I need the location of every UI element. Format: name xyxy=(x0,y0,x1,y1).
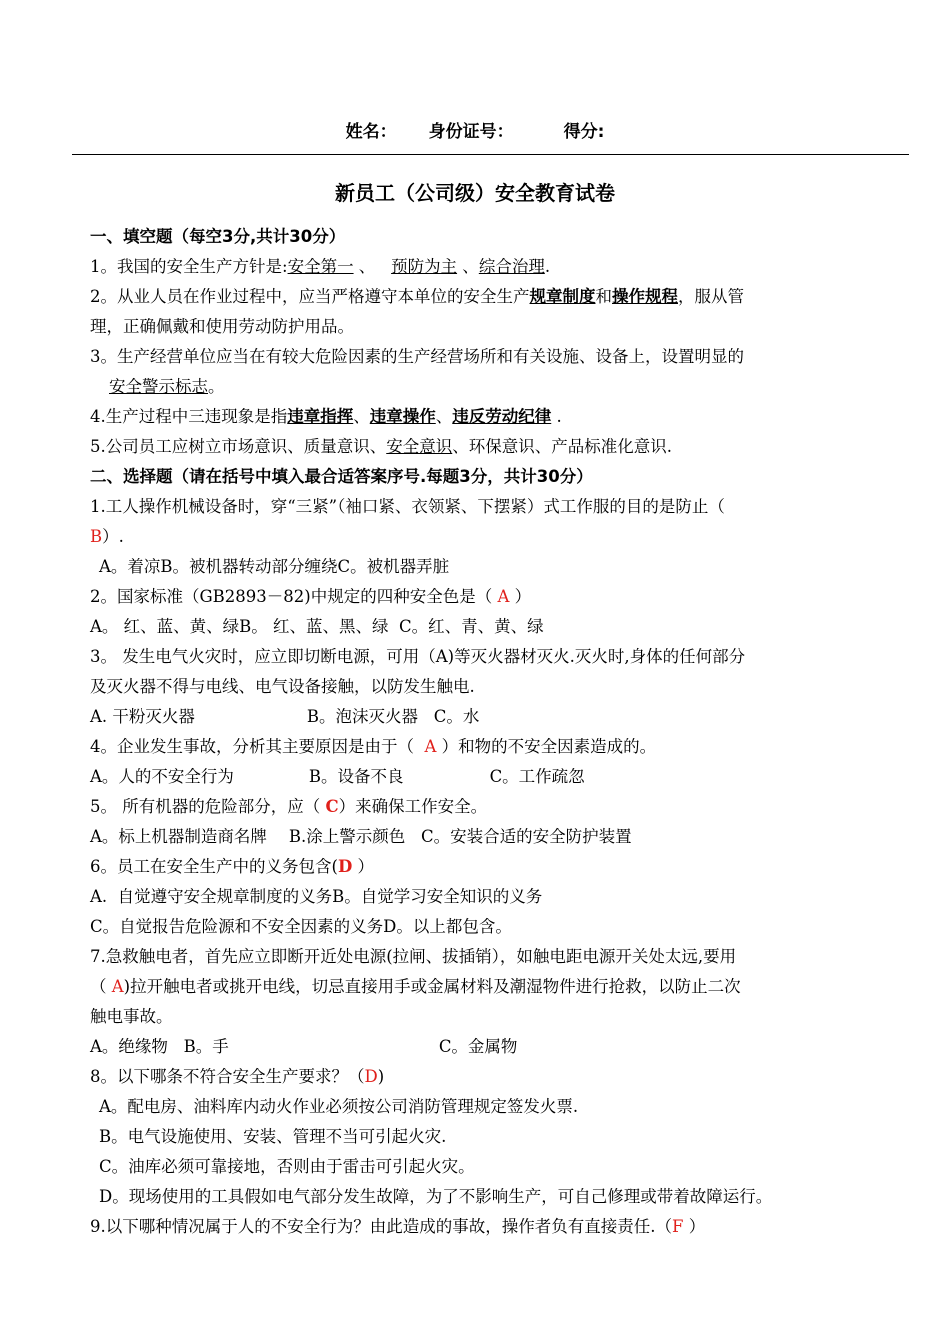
s2-q8-option-c: C。油库必须可靠接地，否则由于雷击可引起火灾。 xyxy=(99,1157,475,1176)
s2-q3-line2: 及灭火器不得与电线、电气设备接触，以防发生触电. xyxy=(90,677,475,696)
answer: A xyxy=(424,737,437,756)
s2-q1: 1.工人操作机械设备时，穿“三紧”（袖口紧、衣领紧、下摆紧）式工作服的目的是防止（ xyxy=(90,497,725,516)
s2-q4: 4。企业发生事故，分析其主要原因是由于（ A ）和物的不安全因素造成的。 xyxy=(90,737,657,756)
answer: D xyxy=(364,1067,378,1086)
answer: C xyxy=(325,797,339,816)
s2-q7: 7.急救触电者，首先应立即断开近处电源(拉闸、拔插销），如触电距电源开关处太远,要用 xyxy=(90,947,737,966)
exam-body xyxy=(90,222,880,1242)
s1-q3-line2: 安全警示标志。 xyxy=(109,377,225,396)
s2-q3: 3。 发生电气火灾时，应立即切断电源，可用（A)等灭火器材灭火.灭火时,身体的任何部分 xyxy=(90,647,746,666)
s2-q2: 2。国家标准（GB2893－82)中规定的四种安全色是（ A ） xyxy=(90,587,532,606)
answer: 安全警示标志 xyxy=(109,377,208,396)
s1-q4: 4.生产过程中三违现象是指违章指挥、违章操作、违反劳动纪律 . xyxy=(90,407,562,426)
s2-q6-options2: C。自觉报告危险源和不安全因素的义务D。以上都包含。 xyxy=(90,917,512,936)
answer: D xyxy=(337,857,353,876)
answer: 违反劳动纪律 xyxy=(452,407,552,426)
s2-q5-options: A。标上机器制造商名牌 B.涂上警示颜色 C。安装合适的安全防护装置 xyxy=(90,827,632,846)
id-label: 身份证号： xyxy=(428,122,514,142)
s2-q8-option-d: D。现场使用的工具假如电气部分发生故障，为了不影响生产，可自己修理或带着故障运行。 xyxy=(99,1187,773,1206)
answer: A xyxy=(497,587,510,606)
s1-q3: 3。生产经营单位应当在有较大危险因素的生产经营场所和有关设施、设备上，设置明显的 xyxy=(90,347,744,366)
s2-q7-options: A。绝缘物 B。手 C。金属物 xyxy=(90,1037,518,1056)
s2-q7-line2: （ A)拉开触电者或挑开电线，切忌直接用手或金属材料及潮湿物件进行抢救，以防止二次 xyxy=(90,977,741,996)
answer: 综合治理 xyxy=(478,257,545,276)
s2-q3-options: A. 干粉灭火器 B。泡沫灭火器 C。水 xyxy=(90,707,480,726)
answer: B xyxy=(90,527,103,546)
answer: 规章制度 xyxy=(529,287,596,306)
answer: F xyxy=(672,1217,684,1236)
section2-heading: 二、选择题（请在括号中填入最合适答案序号.每题3分，共计30分） xyxy=(90,467,593,486)
s2-q8-option-b: B。电气设施使用、安装、管理不当可引起火灾. xyxy=(99,1127,447,1146)
s1-q2-line2: 理，正确佩戴和使用劳动防护用品。 xyxy=(90,317,354,336)
s2-q6-options1: A. 自觉遵守安全规章制度的义务B。自觉学习安全知识的义务 xyxy=(90,887,543,906)
s2-q9: 9.以下哪种情况属于人的不安全行为？由此造成的事故，操作者负有直接责任.（F ） xyxy=(90,1217,706,1236)
answer: 安全意识 xyxy=(386,437,453,456)
section1-heading: 一、填空题（每空3分,共计30分） xyxy=(90,227,346,246)
s2-q1-line2: B）. xyxy=(90,527,124,546)
name-label: 姓名： xyxy=(345,122,397,142)
s2-q5: 5。 所有机器的危险部分，应（ C）来确保工作安全。 xyxy=(90,797,488,816)
answer: 预防为主 xyxy=(391,257,458,276)
answer: 安全第一 xyxy=(287,257,354,276)
page-title: 新员工（公司级）安全教育试卷 xyxy=(335,181,615,205)
score-label: 得分: xyxy=(563,122,605,142)
answer: 操作规程 xyxy=(612,287,678,306)
answer: 违章操作 xyxy=(369,407,436,426)
s2-q6: 6。员工在安全生产中的义务包含(D ） xyxy=(90,857,374,876)
s1-q1: 1。我国的安全生产方针是:安全第一 、 预防为主 、综合治理. xyxy=(90,257,551,276)
s2-q8: 8。以下哪条不符合安全生产要求？（D) xyxy=(90,1067,385,1086)
s2-q4-options: A。人的不安全行为 B。设备不良 C。工作疏忽 xyxy=(90,767,585,786)
answer: A xyxy=(111,977,124,996)
header-divider xyxy=(72,154,909,155)
s1-q5: 5.公司员工应树立市场意识、质量意识、安全意识、环保意识、产品标准化意识. xyxy=(90,437,672,456)
s2-q2-options: A。 红、蓝、黄、绿B。 红、蓝、黑、绿 C。红、青、黄、绿 xyxy=(90,617,544,636)
s1-q2: 2。从业人员在作业过程中，应当严格遵守本单位的安全生产规章制度和操作规程，服从管 xyxy=(90,287,744,306)
s2-q8-option-a: A。配电房、油料库内动火作业必须按公司消防管理规定签发火票. xyxy=(99,1097,579,1116)
answer: 违章指挥 xyxy=(287,407,354,426)
s2-q1-options: A。着凉B。被机器转动部分缠绕C。被机器弄脏 xyxy=(99,557,450,576)
header-fields xyxy=(0,117,950,142)
s2-q7-line3: 触电事故。 xyxy=(90,1007,173,1026)
